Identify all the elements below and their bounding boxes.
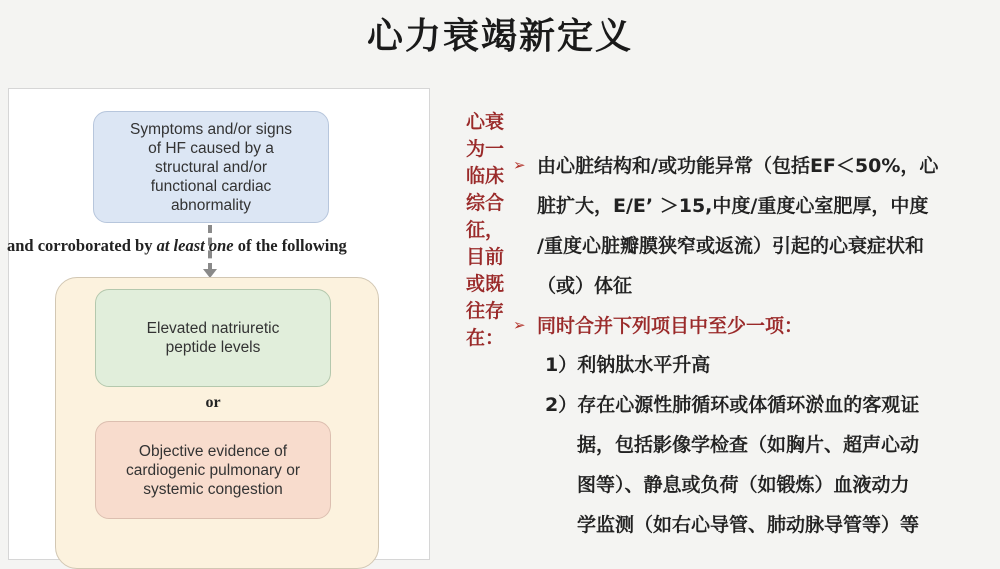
natriuretic-line: Elevated natriuretic: [146, 320, 280, 337]
natriuretic-line: peptide levels: [165, 339, 261, 356]
item-2-line: 图等）、静息或负荷（如锻炼）血液动力: [577, 474, 910, 496]
corroborated-text: [7, 236, 457, 256]
bullet1-line: 由心脏结构和/或功能异常（包括EF＜50%，心: [537, 155, 939, 177]
bullet2-label: 同时合并下列项目中至少一项：: [537, 315, 804, 337]
symptoms-line: abnormality: [170, 196, 252, 214]
arrow-bullet-icon: ➢: [513, 316, 526, 334]
page-title: 心力衰竭新定义: [366, 16, 633, 57]
congestion-line: systemic congestion: [143, 480, 283, 498]
corroborated-part: and corroborated by: [7, 236, 157, 255]
symptoms-line: Symptoms and/or signs: [130, 120, 292, 138]
corroborated-italic: one: [208, 236, 234, 255]
symptoms-box: [93, 111, 329, 223]
natriuretic-box: [95, 289, 331, 387]
corroborated-italic: at least: [156, 236, 205, 255]
bullet1-line: /重度心脏瓣膜狭窄或返流）引起的心衰症状和: [537, 235, 924, 257]
item-2-line: 据，包括影像学检查（如胸片、超声心动: [577, 434, 920, 456]
item-2-line: 学监测（如右心导管、肺动脉导管等）等: [577, 514, 920, 536]
definition-heading: 心衰为一临床综合征，目前或既往存在：: [466, 111, 505, 349]
item-1: 1）利钠肽水平升高: [545, 354, 711, 376]
corroborated-part: of the following: [233, 236, 347, 255]
congestion-line: cardiogenic pulmonary or: [125, 461, 301, 479]
symptoms-line: functional cardiac: [150, 177, 272, 195]
symptoms-line: of HF caused by a: [148, 139, 274, 157]
congestion-box: [95, 421, 331, 519]
bullet1-line: （或）体征: [537, 275, 633, 297]
or-label: or: [205, 394, 221, 411]
congestion-line: Objective evidence of: [138, 442, 288, 460]
item-2-line: 2）存在心源性肺循环或体循环淤血的客观证: [545, 394, 920, 416]
arrow-bullet-icon: ➢: [513, 156, 526, 174]
symptoms-line: structural and/or: [155, 158, 267, 176]
hf-definition-diagram: [8, 88, 430, 560]
bullet1-line: 脏扩大，E/E’ ＞15,中度/重度心室肥厚，中度: [537, 195, 929, 217]
